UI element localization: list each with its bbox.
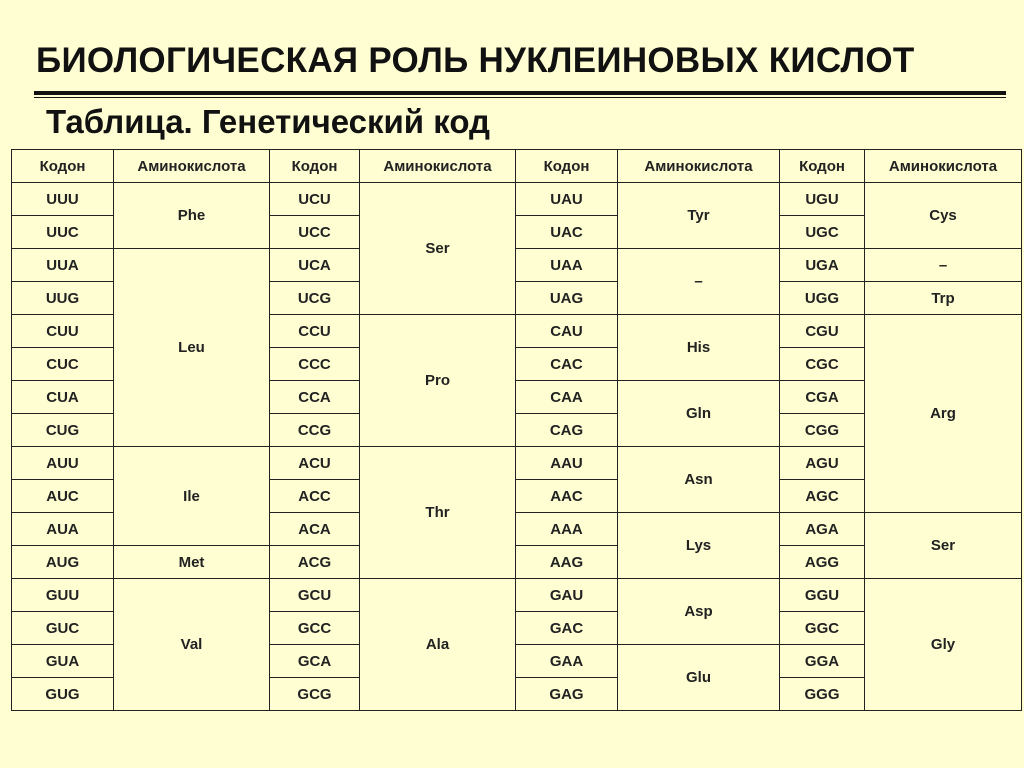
amino-acid-cell: Val <box>114 579 270 711</box>
codon-cell: GGU <box>780 579 865 612</box>
page-title: БИОЛОГИЧЕСКАЯ РОЛЬ НУКЛЕИНОВЫХ КИСЛОТ <box>36 41 915 80</box>
codon-cell: CUG <box>12 414 114 447</box>
codon-cell: CUC <box>12 348 114 381</box>
codon-cell: CGU <box>780 315 865 348</box>
codon-cell: UAG <box>516 282 618 315</box>
codon-cell: UUG <box>12 282 114 315</box>
amino-acid-cell: Trp <box>865 282 1022 315</box>
amino-acid-cell: Ser <box>360 183 516 315</box>
codon-cell: ACC <box>270 480 360 513</box>
codon-cell: UAC <box>516 216 618 249</box>
header-codon: Кодон <box>270 150 360 183</box>
codon-cell: GCG <box>270 678 360 711</box>
codon-cell: AAG <box>516 546 618 579</box>
amino-acid-cell: Glu <box>618 645 780 711</box>
codon-cell: UGA <box>780 249 865 282</box>
codon-cell: AAU <box>516 447 618 480</box>
codon-cell: AUU <box>12 447 114 480</box>
codon-cell: CUU <box>12 315 114 348</box>
codon-cell: ACG <box>270 546 360 579</box>
codon-cell: UGG <box>780 282 865 315</box>
amino-acid-cell: Gln <box>618 381 780 447</box>
table-row <box>12 579 1022 612</box>
codon-cell: CGG <box>780 414 865 447</box>
codon-cell: GUC <box>12 612 114 645</box>
codon-cell: GAG <box>516 678 618 711</box>
amino-acid-cell: Cys <box>865 183 1022 249</box>
amino-acid-cell: Gly <box>865 579 1022 711</box>
codon-cell: GCC <box>270 612 360 645</box>
title-divider-thin <box>34 97 1006 98</box>
codon-cell: GUG <box>12 678 114 711</box>
codon-cell: GGC <box>780 612 865 645</box>
codon-cell: AAC <box>516 480 618 513</box>
codon-cell: GCA <box>270 645 360 678</box>
codon-cell: UUC <box>12 216 114 249</box>
codon-cell: AGG <box>780 546 865 579</box>
amino-acid-cell: – <box>618 249 780 315</box>
codon-cell: UCA <box>270 249 360 282</box>
amino-acid-cell: – <box>865 249 1022 282</box>
amino-acid-cell: Lys <box>618 513 780 579</box>
codon-cell: AAA <box>516 513 618 546</box>
header-codon: Кодон <box>516 150 618 183</box>
codon-cell: UAA <box>516 249 618 282</box>
table-header-row <box>12 150 1022 183</box>
genetic-code-body <box>12 183 1022 711</box>
codon-cell: UGU <box>780 183 865 216</box>
codon-cell: ACU <box>270 447 360 480</box>
codon-cell: CUA <box>12 381 114 414</box>
codon-cell: GCU <box>270 579 360 612</box>
title-divider-thick <box>34 91 1006 95</box>
codon-cell: UCU <box>270 183 360 216</box>
header-amino-acid: Аминокислота <box>865 150 1022 183</box>
codon-cell: AGA <box>780 513 865 546</box>
codon-cell: CAC <box>516 348 618 381</box>
amino-acid-cell: Asp <box>618 579 780 645</box>
amino-acid-cell: Tyr <box>618 183 780 249</box>
table-row <box>12 183 1022 216</box>
codon-cell: CCA <box>270 381 360 414</box>
codon-cell: AGC <box>780 480 865 513</box>
codon-cell: AGU <box>780 447 865 480</box>
header-amino-acid: Аминокислота <box>114 150 270 183</box>
codon-cell: AUA <box>12 513 114 546</box>
codon-cell: UUA <box>12 249 114 282</box>
codon-cell: CGA <box>780 381 865 414</box>
header-codon: Кодон <box>780 150 865 183</box>
codon-cell: ACA <box>270 513 360 546</box>
amino-acid-cell: Thr <box>360 447 516 579</box>
header-amino-acid: Аминокислота <box>360 150 516 183</box>
amino-acid-cell: Asn <box>618 447 780 513</box>
codon-cell: GAC <box>516 612 618 645</box>
header-amino-acid: Аминокислота <box>618 150 780 183</box>
amino-acid-cell: Leu <box>114 249 270 447</box>
codon-cell: GAU <box>516 579 618 612</box>
codon-cell: AUG <box>12 546 114 579</box>
codon-cell: CGC <box>780 348 865 381</box>
amino-acid-cell: Arg <box>865 315 1022 513</box>
codon-cell: UCC <box>270 216 360 249</box>
codon-cell: GGA <box>780 645 865 678</box>
amino-acid-cell: Met <box>114 546 270 579</box>
codon-cell: CAG <box>516 414 618 447</box>
codon-cell: CCG <box>270 414 360 447</box>
header-codon: Кодон <box>12 150 114 183</box>
amino-acid-cell: Pro <box>360 315 516 447</box>
codon-cell: GAA <box>516 645 618 678</box>
codon-cell: AUC <box>12 480 114 513</box>
codon-cell: UUU <box>12 183 114 216</box>
codon-cell: GGG <box>780 678 865 711</box>
codon-cell: GUU <box>12 579 114 612</box>
table-caption: Таблица. Генетический код <box>46 103 491 140</box>
amino-acid-cell: Ile <box>114 447 270 546</box>
amino-acid-cell: Ser <box>865 513 1022 579</box>
amino-acid-cell: Phe <box>114 183 270 249</box>
codon-cell: UGC <box>780 216 865 249</box>
codon-cell: UAU <box>516 183 618 216</box>
amino-acid-cell: His <box>618 315 780 381</box>
table-row <box>12 249 1022 282</box>
codon-cell: CCC <box>270 348 360 381</box>
codon-cell: GUA <box>12 645 114 678</box>
codon-cell: CAU <box>516 315 618 348</box>
codon-cell: UCG <box>270 282 360 315</box>
codon-cell: CCU <box>270 315 360 348</box>
amino-acid-cell: Ala <box>360 579 516 711</box>
genetic-code-table <box>11 149 1022 711</box>
codon-cell: CAA <box>516 381 618 414</box>
